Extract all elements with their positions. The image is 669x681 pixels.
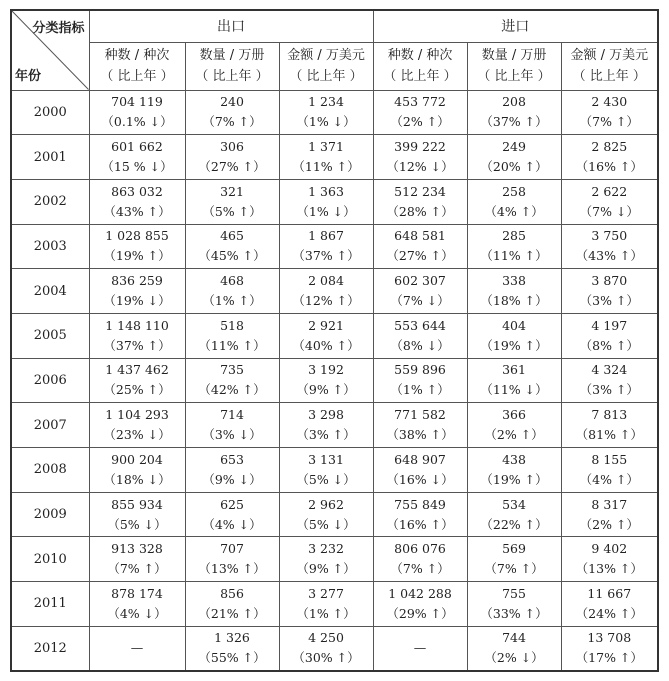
- value-cell: [373, 179, 467, 224]
- value: 465: [220, 228, 244, 244]
- value: 569: [502, 541, 526, 557]
- change-value: （7% ↓）: [390, 293, 450, 309]
- value-cell: [467, 582, 561, 627]
- value-cell: [185, 313, 279, 358]
- value: 704 119: [111, 94, 163, 110]
- value-cell: [467, 358, 561, 403]
- import-header: 进口: [373, 10, 658, 42]
- value-cell: [373, 313, 467, 358]
- change-value: （0.1% ↓）: [101, 114, 173, 130]
- year-cell: 2001: [11, 135, 89, 180]
- change-value: （12% ↓）: [386, 159, 454, 175]
- table-row: [11, 448, 658, 493]
- value-cell: [185, 269, 279, 314]
- value: 707: [220, 541, 244, 557]
- value: 4 250: [308, 630, 344, 646]
- value: 453 772: [394, 94, 446, 110]
- change-value: （5% ↑）: [202, 203, 262, 219]
- value-cell: [279, 313, 373, 358]
- value: 2 430: [591, 94, 628, 110]
- value: 856: [220, 585, 244, 601]
- change-value: （7% ↑）: [107, 561, 167, 577]
- change-value: （37% ↑）: [292, 248, 360, 264]
- change-value: （21% ↑）: [198, 605, 266, 621]
- corner-label-category: 分类指标: [32, 21, 85, 36]
- value: 653: [220, 451, 244, 467]
- value: 900 204: [111, 451, 163, 467]
- col-yoy-label: （ 比上年 ）: [195, 69, 269, 84]
- year-cell: 2006: [11, 358, 89, 403]
- table-row: [11, 313, 658, 358]
- value: 3 870: [591, 273, 628, 289]
- change-value: （25% ↑）: [103, 382, 171, 398]
- col-label: 数量 / 万册: [481, 48, 547, 63]
- value-cell: [279, 537, 373, 582]
- change-value: （27% ↑）: [386, 248, 454, 264]
- value: 3 192: [308, 362, 344, 378]
- change-value: （12% ↑）: [292, 293, 360, 309]
- change-value: （17% ↑）: [575, 650, 643, 666]
- value-cell: [185, 582, 279, 627]
- change-value: （13% ↑）: [198, 561, 266, 577]
- value: 2 825: [591, 139, 628, 155]
- col-label: 金额 / 万美元: [287, 48, 365, 63]
- col-label: 金额 / 万美元: [570, 48, 649, 63]
- change-value: （22% ↑）: [480, 516, 548, 532]
- corner-header: [11, 10, 89, 90]
- value: 249: [502, 139, 526, 155]
- value-cell: [89, 358, 185, 403]
- value: —: [413, 640, 427, 656]
- value: 7 813: [591, 407, 628, 423]
- year-cell: 2011: [11, 582, 89, 627]
- value: 13 708: [587, 630, 632, 646]
- value: 1 234: [308, 94, 344, 110]
- value-cell: [279, 269, 373, 314]
- value-cell: [561, 448, 658, 493]
- value-cell: [89, 269, 185, 314]
- value: 3 750: [591, 228, 628, 244]
- value: 366: [502, 407, 526, 423]
- change-value: （29% ↑）: [386, 605, 454, 621]
- change-value: （16% ↑）: [575, 159, 643, 175]
- change-value: （37% ↑）: [480, 114, 548, 130]
- change-value: （9% ↑）: [296, 382, 356, 398]
- change-value: （1% ↓）: [296, 203, 356, 219]
- table-row: [11, 537, 658, 582]
- change-value: （23% ↓）: [103, 427, 171, 443]
- value-cell: [89, 537, 185, 582]
- value: 2 921: [308, 317, 344, 333]
- change-value: （3% ↑）: [579, 293, 639, 309]
- value-cell: [467, 448, 561, 493]
- value-cell: [279, 179, 373, 224]
- value-cell: [89, 492, 185, 537]
- col-export-kinds: [89, 42, 185, 90]
- year-cell: 2000: [11, 90, 89, 135]
- change-value: （11% ↑）: [198, 337, 266, 353]
- value-cell: [373, 537, 467, 582]
- value-cell: [89, 448, 185, 493]
- value: 2 084: [308, 273, 344, 289]
- value-cell: [185, 90, 279, 135]
- trade-table: [10, 9, 659, 672]
- value-cell: [561, 626, 658, 671]
- change-value: （15 % ↓）: [101, 159, 173, 175]
- value: 755: [502, 585, 526, 601]
- col-import-kinds: [373, 42, 467, 90]
- value-cell: [467, 224, 561, 269]
- value-cell: [89, 403, 185, 448]
- value: 534: [502, 496, 526, 512]
- change-value: （9% ↓）: [202, 471, 262, 487]
- change-value: （43% ↑）: [575, 248, 643, 264]
- change-value: （11% ↑）: [480, 248, 548, 264]
- value-cell: [561, 582, 658, 627]
- value: 361: [502, 362, 526, 378]
- value: 438: [502, 451, 526, 467]
- value-cell: [561, 90, 658, 135]
- value-cell: [185, 537, 279, 582]
- value: 553 644: [394, 317, 446, 333]
- value: 11 667: [587, 585, 632, 601]
- export-header: 出口: [89, 10, 373, 42]
- value: —: [130, 640, 144, 656]
- value-cell: [89, 135, 185, 180]
- value: 744: [502, 630, 526, 646]
- value: 321: [220, 183, 244, 199]
- value-cell: [89, 179, 185, 224]
- value-cell: [561, 492, 658, 537]
- col-yoy-label: （ 比上年 ）: [477, 69, 551, 84]
- value: 855 934: [111, 496, 163, 512]
- change-value: （1% ↑）: [390, 382, 450, 398]
- table-row: [11, 403, 658, 448]
- value: 338: [502, 273, 526, 289]
- change-value: （45% ↑）: [198, 248, 266, 264]
- value: 755 849: [394, 496, 446, 512]
- col-label: 种数 / 种次: [104, 48, 170, 63]
- value-cell: [467, 403, 561, 448]
- value-cell: [185, 492, 279, 537]
- change-value: （33% ↑）: [480, 605, 548, 621]
- value: 1 104 293: [105, 407, 169, 423]
- value-cell: [89, 313, 185, 358]
- change-value: （8% ↑）: [579, 337, 639, 353]
- value: 1 363: [308, 183, 344, 199]
- change-value: （4% ↑）: [484, 203, 544, 219]
- change-value: （19% ↑）: [480, 471, 548, 487]
- table-row: [11, 179, 658, 224]
- value-cell: [373, 448, 467, 493]
- value: 625: [220, 496, 244, 512]
- value-cell: [467, 269, 561, 314]
- value: 648 581: [394, 228, 446, 244]
- change-value: （3% ↑）: [296, 427, 356, 443]
- table-row: [11, 358, 658, 403]
- value-cell: [561, 224, 658, 269]
- value: 8 155: [591, 451, 628, 467]
- value-cell: [467, 492, 561, 537]
- change-value: （3% ↓）: [202, 427, 262, 443]
- col-yoy-label: （ 比上年 ）: [572, 69, 646, 84]
- value-cell: [279, 135, 373, 180]
- change-value: （28% ↑）: [386, 203, 454, 219]
- value: 1 867: [308, 228, 344, 244]
- value: 735: [220, 362, 244, 378]
- change-value: （7% ↑）: [390, 561, 450, 577]
- col-import-qty: [467, 42, 561, 90]
- value: 512 234: [394, 183, 446, 199]
- table-row: [11, 492, 658, 537]
- value: 399 222: [394, 139, 446, 155]
- value: 3 277: [308, 585, 344, 601]
- change-value: （19% ↓）: [103, 293, 171, 309]
- change-value: （2% ↑）: [484, 427, 544, 443]
- value-cell: [561, 403, 658, 448]
- change-value: （30% ↑）: [292, 650, 360, 666]
- value-cell: [185, 448, 279, 493]
- change-value: （7% ↑）: [579, 114, 639, 130]
- value-cell: [561, 358, 658, 403]
- value-cell: [373, 626, 467, 671]
- change-value: （4% ↓）: [107, 605, 167, 621]
- value-cell: [561, 179, 658, 224]
- value-cell: [185, 626, 279, 671]
- year-cell: 2009: [11, 492, 89, 537]
- table-row: [11, 135, 658, 180]
- value: 285: [502, 228, 526, 244]
- col-yoy-label: （ 比上年 ）: [383, 69, 457, 84]
- change-value: （5% ↓）: [107, 516, 167, 532]
- value: 1 371: [308, 139, 344, 155]
- change-value: （42% ↑）: [198, 382, 266, 398]
- value-cell: [89, 626, 185, 671]
- year-cell: 2012: [11, 626, 89, 671]
- value-cell: [279, 224, 373, 269]
- value-cell: [89, 224, 185, 269]
- value-cell: [561, 135, 658, 180]
- change-value: （18% ↑）: [480, 293, 548, 309]
- change-value: （4% ↓）: [202, 516, 262, 532]
- change-value: （24% ↑）: [575, 605, 643, 621]
- value: 208: [502, 94, 526, 110]
- value-cell: [185, 358, 279, 403]
- value: 9 402: [591, 541, 628, 557]
- value-cell: [561, 269, 658, 314]
- change-value: （2% ↑）: [390, 114, 450, 130]
- value-cell: [373, 492, 467, 537]
- year-cell: 2007: [11, 403, 89, 448]
- value: 3 232: [308, 541, 344, 557]
- change-value: （38% ↑）: [386, 427, 454, 443]
- value-cell: [373, 135, 467, 180]
- change-value: （9% ↑）: [296, 561, 356, 577]
- value: 3 131: [308, 451, 344, 467]
- value-cell: [185, 135, 279, 180]
- value: 8 317: [591, 496, 628, 512]
- value-cell: [279, 403, 373, 448]
- value-cell: [467, 179, 561, 224]
- value: 404: [502, 317, 526, 333]
- col-label: 数量 / 万册: [199, 48, 265, 63]
- value: 601 662: [111, 139, 163, 155]
- corner-label-year: 年份: [15, 68, 42, 84]
- change-value: （43% ↑）: [103, 203, 171, 219]
- year-cell: 2008: [11, 448, 89, 493]
- value-cell: [467, 135, 561, 180]
- value-cell: [185, 224, 279, 269]
- value-cell: [279, 358, 373, 403]
- table-row: [11, 90, 658, 135]
- value-cell: [279, 626, 373, 671]
- change-value: （7% ↑）: [202, 114, 262, 130]
- table-row: [11, 626, 658, 671]
- value-cell: [279, 448, 373, 493]
- col-import-amount: [561, 42, 658, 90]
- value-cell: [89, 90, 185, 135]
- change-value: （20% ↑）: [480, 159, 548, 175]
- col-yoy-label: （ 比上年 ）: [100, 69, 174, 84]
- value: 1 148 110: [105, 317, 169, 333]
- value: 240: [220, 94, 244, 110]
- value-cell: [185, 179, 279, 224]
- table-row: [11, 224, 658, 269]
- value-cell: [373, 269, 467, 314]
- change-value: （18% ↓）: [103, 471, 171, 487]
- value-cell: [89, 582, 185, 627]
- value: 468: [220, 273, 244, 289]
- year-cell: 2010: [11, 537, 89, 582]
- change-value: （1% ↓）: [296, 114, 356, 130]
- value: 913 328: [111, 541, 163, 557]
- value: 258: [502, 183, 526, 199]
- value-cell: [185, 403, 279, 448]
- change-value: （40% ↑）: [292, 337, 360, 353]
- change-value: （1% ↑）: [202, 293, 262, 309]
- value-cell: [373, 90, 467, 135]
- year-cell: 2002: [11, 179, 89, 224]
- value: 771 582: [394, 407, 446, 423]
- change-value: （27% ↑）: [198, 159, 266, 175]
- change-value: （2% ↓）: [484, 650, 544, 666]
- value: 3 298: [308, 407, 344, 423]
- year-cell: 2005: [11, 313, 89, 358]
- table-body: [11, 90, 658, 671]
- value: 863 032: [111, 183, 163, 199]
- value: 714: [220, 407, 244, 423]
- value-cell: [279, 582, 373, 627]
- col-yoy-label: （ 比上年 ）: [289, 69, 363, 84]
- value-cell: [373, 224, 467, 269]
- change-value: （7% ↑）: [484, 561, 544, 577]
- value-cell: [467, 313, 561, 358]
- value-cell: [561, 313, 658, 358]
- value: 648 907: [394, 451, 446, 467]
- change-value: （16% ↑）: [386, 516, 454, 532]
- value: 806 076: [394, 541, 446, 557]
- value: 602 307: [394, 273, 446, 289]
- change-value: （7% ↓）: [579, 203, 639, 219]
- value-cell: [467, 90, 561, 135]
- value: 2 622: [591, 183, 628, 199]
- change-value: （5% ↓）: [296, 516, 356, 532]
- change-value: （55% ↑）: [198, 650, 266, 666]
- value: 4 197: [591, 317, 628, 333]
- col-label: 种数 / 种次: [387, 48, 453, 63]
- value: 836 259: [111, 273, 163, 289]
- value: 1 437 462: [105, 362, 169, 378]
- year-cell: 2004: [11, 269, 89, 314]
- value-cell: [373, 358, 467, 403]
- value-cell: [467, 626, 561, 671]
- table-row: [11, 582, 658, 627]
- value-cell: [561, 537, 658, 582]
- value: 1 042 288: [388, 585, 452, 601]
- col-export-amount: [279, 42, 373, 90]
- change-value: （37% ↑）: [103, 337, 171, 353]
- value-cell: [373, 403, 467, 448]
- value: 306: [220, 139, 244, 155]
- value-cell: [279, 492, 373, 537]
- value: 4 324: [591, 362, 628, 378]
- value-cell: [467, 537, 561, 582]
- value-cell: [279, 90, 373, 135]
- change-value: （13% ↑）: [575, 561, 643, 577]
- value: 1 028 855: [105, 228, 169, 244]
- change-value: （5% ↓）: [296, 471, 356, 487]
- change-value: （11% ↑）: [292, 159, 360, 175]
- year-cell: 2003: [11, 224, 89, 269]
- value: 559 896: [394, 362, 446, 378]
- value: 878 174: [111, 585, 163, 601]
- change-value: （19% ↑）: [480, 337, 548, 353]
- value: 518: [220, 317, 244, 333]
- change-value: （81% ↑）: [575, 427, 643, 443]
- value-cell: [373, 582, 467, 627]
- change-value: （19% ↑）: [103, 248, 171, 264]
- col-export-qty: [185, 42, 279, 90]
- value: 1 326: [214, 630, 250, 646]
- change-value: （4% ↑）: [579, 471, 639, 487]
- change-value: （16% ↓）: [386, 471, 454, 487]
- change-value: （1% ↑）: [296, 605, 356, 621]
- value: 2 962: [308, 496, 344, 512]
- table-row: [11, 269, 658, 314]
- change-value: （8% ↓）: [390, 337, 450, 353]
- change-value: （2% ↑）: [579, 516, 639, 532]
- change-value: （11% ↓）: [480, 382, 548, 398]
- change-value: （3% ↑）: [579, 382, 639, 398]
